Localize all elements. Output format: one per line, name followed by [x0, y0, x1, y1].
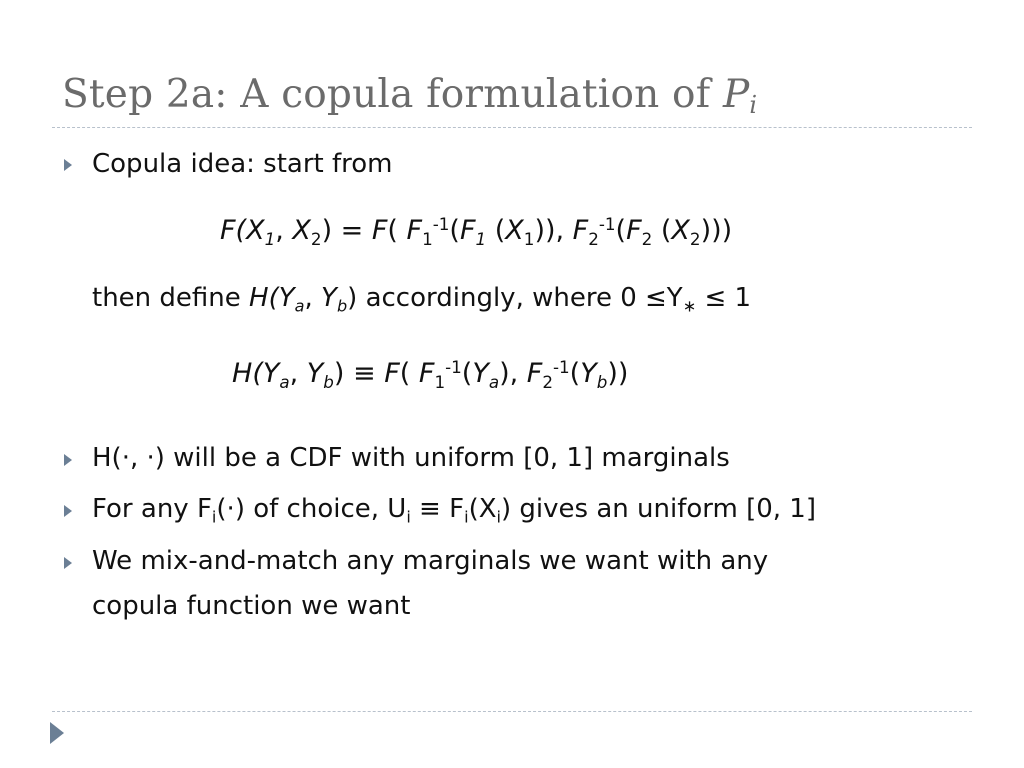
bullet-mix-match-line1: We mix-and-match any marginals we want with any	[92, 546, 769, 576]
f2-p2: (	[461, 358, 473, 389]
f2-sb: b	[323, 371, 334, 392]
define-line	[92, 283, 751, 314]
f1-p3: )),	[534, 215, 573, 246]
f1-Xb: X	[671, 215, 690, 246]
l2-pre: then define	[92, 283, 250, 313]
b3-e: ) gives an uniform [0, 1]	[501, 494, 816, 524]
l2-comma: ,	[304, 283, 322, 313]
title-divider	[52, 127, 972, 128]
b3-a: For any F	[92, 494, 212, 524]
f2-Yd: Y	[580, 358, 597, 389]
l2-open: (	[268, 283, 279, 313]
l2-Ya: Y	[278, 283, 295, 313]
f1-comma: ,	[275, 215, 293, 246]
f1-Xa: X	[505, 215, 524, 246]
f2-s1: 1	[434, 371, 446, 392]
f2-Yb: Y	[306, 358, 324, 389]
b3-sa: i	[211, 507, 217, 527]
f1-sa: 1	[422, 228, 433, 249]
f1-Fd: F	[626, 215, 642, 246]
b3-b: (·) of choice, U	[216, 494, 407, 524]
title-subscript: i	[749, 91, 758, 119]
bullet-uniform	[92, 494, 816, 525]
f1-Fa: F	[406, 215, 423, 246]
f2-s2: 2	[542, 371, 553, 392]
bullet-arrow-icon	[64, 454, 72, 466]
l2-star: ∗	[682, 296, 697, 316]
f2-open: (	[252, 358, 263, 389]
title-text: Step 2a: A copula formulation of	[62, 72, 723, 117]
f1-open: (	[235, 215, 247, 246]
f1-rest1: (	[387, 215, 407, 246]
corner-arrow-icon	[50, 722, 64, 744]
f2-inv2: -1	[552, 356, 570, 377]
f1-p2: (	[486, 215, 506, 246]
copula-formula	[220, 213, 733, 249]
f2-Ya: Y	[262, 358, 280, 389]
b3-sd: i	[496, 507, 502, 527]
f1-sxa: 1	[523, 228, 535, 249]
b3-d: (X	[468, 494, 497, 524]
slide-title	[62, 72, 757, 117]
f2-p4: (	[569, 358, 581, 389]
b3-c: ≡ F	[410, 494, 465, 524]
f1-mid: ) =	[321, 215, 372, 246]
l2-H: H	[249, 283, 269, 313]
f1-X2: X	[292, 215, 311, 246]
b3-sb: i	[406, 507, 411, 527]
f1-sc: 2	[588, 228, 599, 249]
f2-p1: (	[399, 358, 419, 389]
f1-sb: 1	[475, 228, 487, 249]
f2-F: F	[384, 358, 400, 389]
f2-sa: a	[279, 371, 290, 392]
f1-F: F	[220, 215, 236, 246]
l2-end: ≤ 1	[696, 283, 752, 313]
f2-Fa: F	[418, 358, 435, 389]
f1-sxb: 2	[689, 228, 701, 249]
f2-Fb: F	[526, 358, 543, 389]
bullet-arrow-icon	[64, 159, 72, 171]
f2-p3: ),	[499, 358, 527, 389]
bullet-arrow-icon	[64, 505, 72, 517]
f2-inv1: -1	[445, 356, 462, 377]
l2-sb: b	[336, 296, 348, 316]
f2-equiv: ) ≡	[333, 358, 385, 389]
l2-Yb: Y	[321, 283, 337, 313]
f1-inv2: -1	[598, 213, 616, 234]
f2-sc: a	[488, 371, 500, 392]
l2-post: ) accordingly, where 0 ≤Y	[347, 283, 683, 313]
h-definition-formula	[232, 356, 629, 392]
f1-Fc: F	[572, 215, 589, 246]
f1-p6: )))	[700, 215, 733, 246]
bullet-mix-match-line2: copula function we want	[92, 591, 411, 621]
bullet-cdf: H(·, ·) will be a CDF with uniform [0, 1] marginals	[92, 443, 730, 473]
f1-p1: (	[449, 215, 460, 246]
f1-F2: F	[371, 215, 388, 246]
bullet-copula-idea: Copula idea: start from	[92, 149, 393, 179]
title-variable: P	[722, 72, 750, 117]
f2-p5: ))	[607, 358, 629, 389]
bullet-arrow-icon	[64, 557, 72, 569]
f2-H: H	[232, 358, 253, 389]
f1-p5: (	[652, 215, 672, 246]
f1-s1: 1	[264, 228, 276, 249]
f1-p4: (	[615, 215, 627, 246]
f1-X1: X	[246, 215, 265, 246]
f1-sd: 2	[641, 228, 653, 249]
f2-Yc: Y	[472, 358, 489, 389]
f1-inv1: -1	[432, 213, 450, 234]
l2-sa: a	[294, 296, 305, 316]
f2-comma: ,	[289, 358, 307, 389]
b3-sc: i	[464, 507, 469, 527]
f1-Fb: F	[459, 215, 476, 246]
footer-divider	[52, 711, 972, 712]
f2-sd: b	[596, 371, 608, 392]
f1-s2: 2	[310, 228, 322, 249]
